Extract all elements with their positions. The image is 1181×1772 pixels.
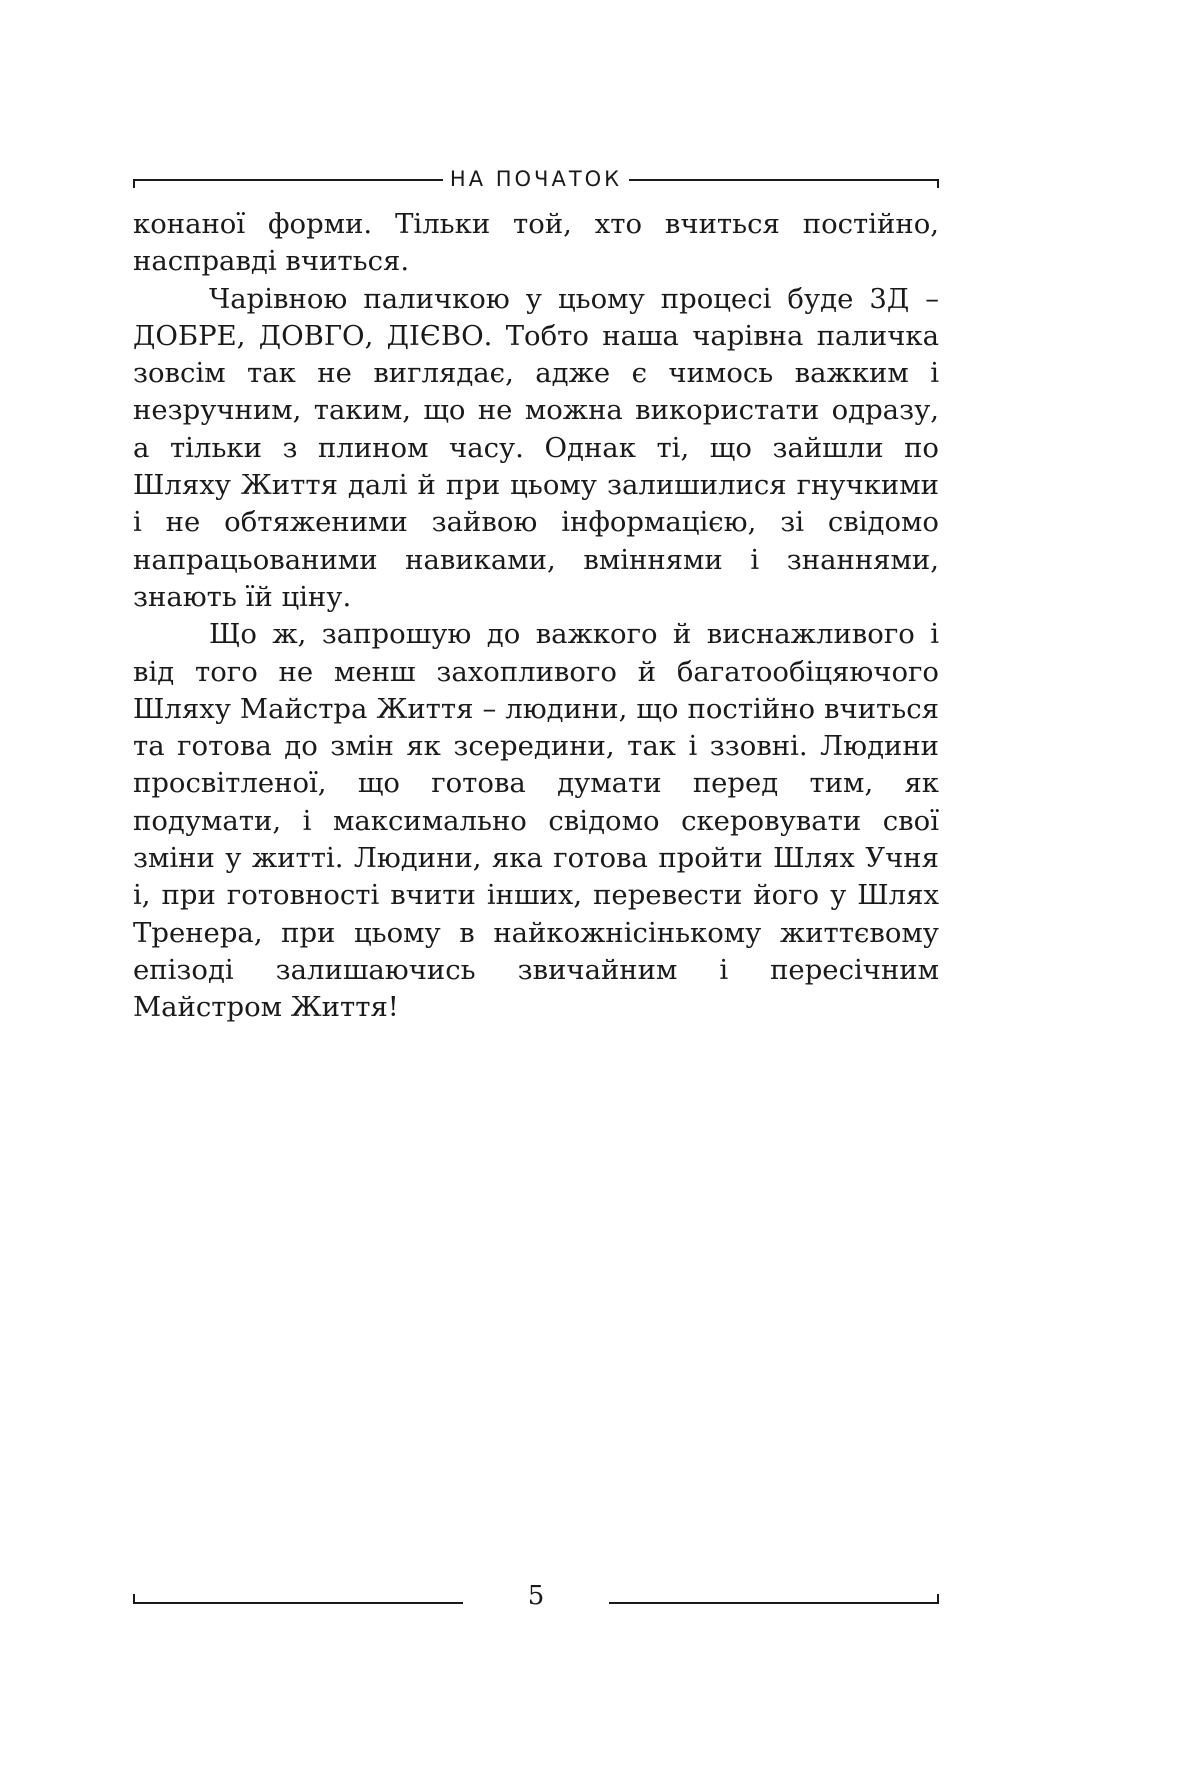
footer-rule-right: [609, 1602, 939, 1604]
paragraph-continued: конаної форми. Тільки той, хто вчиться постійно, насправді вчиться.: [133, 208, 939, 278]
page-body: [133, 206, 939, 1027]
page-footer: [133, 1576, 939, 1616]
running-header-title: НА ПОЧАТОК: [449, 167, 623, 191]
paragraph-invitation: Що ж, запрошую до важкого й виснажливого і від того не менш захопливого й багатообіцяючого Шляху Майстра Життя – людини, що постійно вчиться та готова до змін як зсередини, так і ззовні. Людини просвітленої, що готова думати перед тим, як подумати, і максимально свідомо скеровувати свої зміни у житті. Людини, яка готова пройти Шлях Учня і, при готовності вчити інших, перевести його у Шлях Тренера, при цьому в найкожнісінькому життєвому епізоді залишаючись звичайним і пересічним Майстром Життя!: [133, 618, 939, 1024]
paragraph-magic-wand: Чарівною паличкою у цьому процесі буде 3Д – ДОБРЕ, ДОВГО, ДІЄВО. Тобто наша чарівна паличка зовсім так не виглядає, адже є чимось важким і незручним, таким, що не можна використати одразу, а тільки з плином часу. Однак ті, що зайшли по Шляху Життя далі й при цьому залишилися гнучкими і не обтяженими зайвою інформацією, зі свідомо напрацьованими навиками, вміннями і знаннями, знають їй ціну.: [133, 282, 939, 613]
header-tick-right: [937, 179, 939, 188]
footer-tick-right: [937, 1594, 939, 1603]
running-header: [133, 158, 939, 194]
header-rule-right: [629, 179, 939, 181]
page-number: 5: [527, 1581, 545, 1611]
